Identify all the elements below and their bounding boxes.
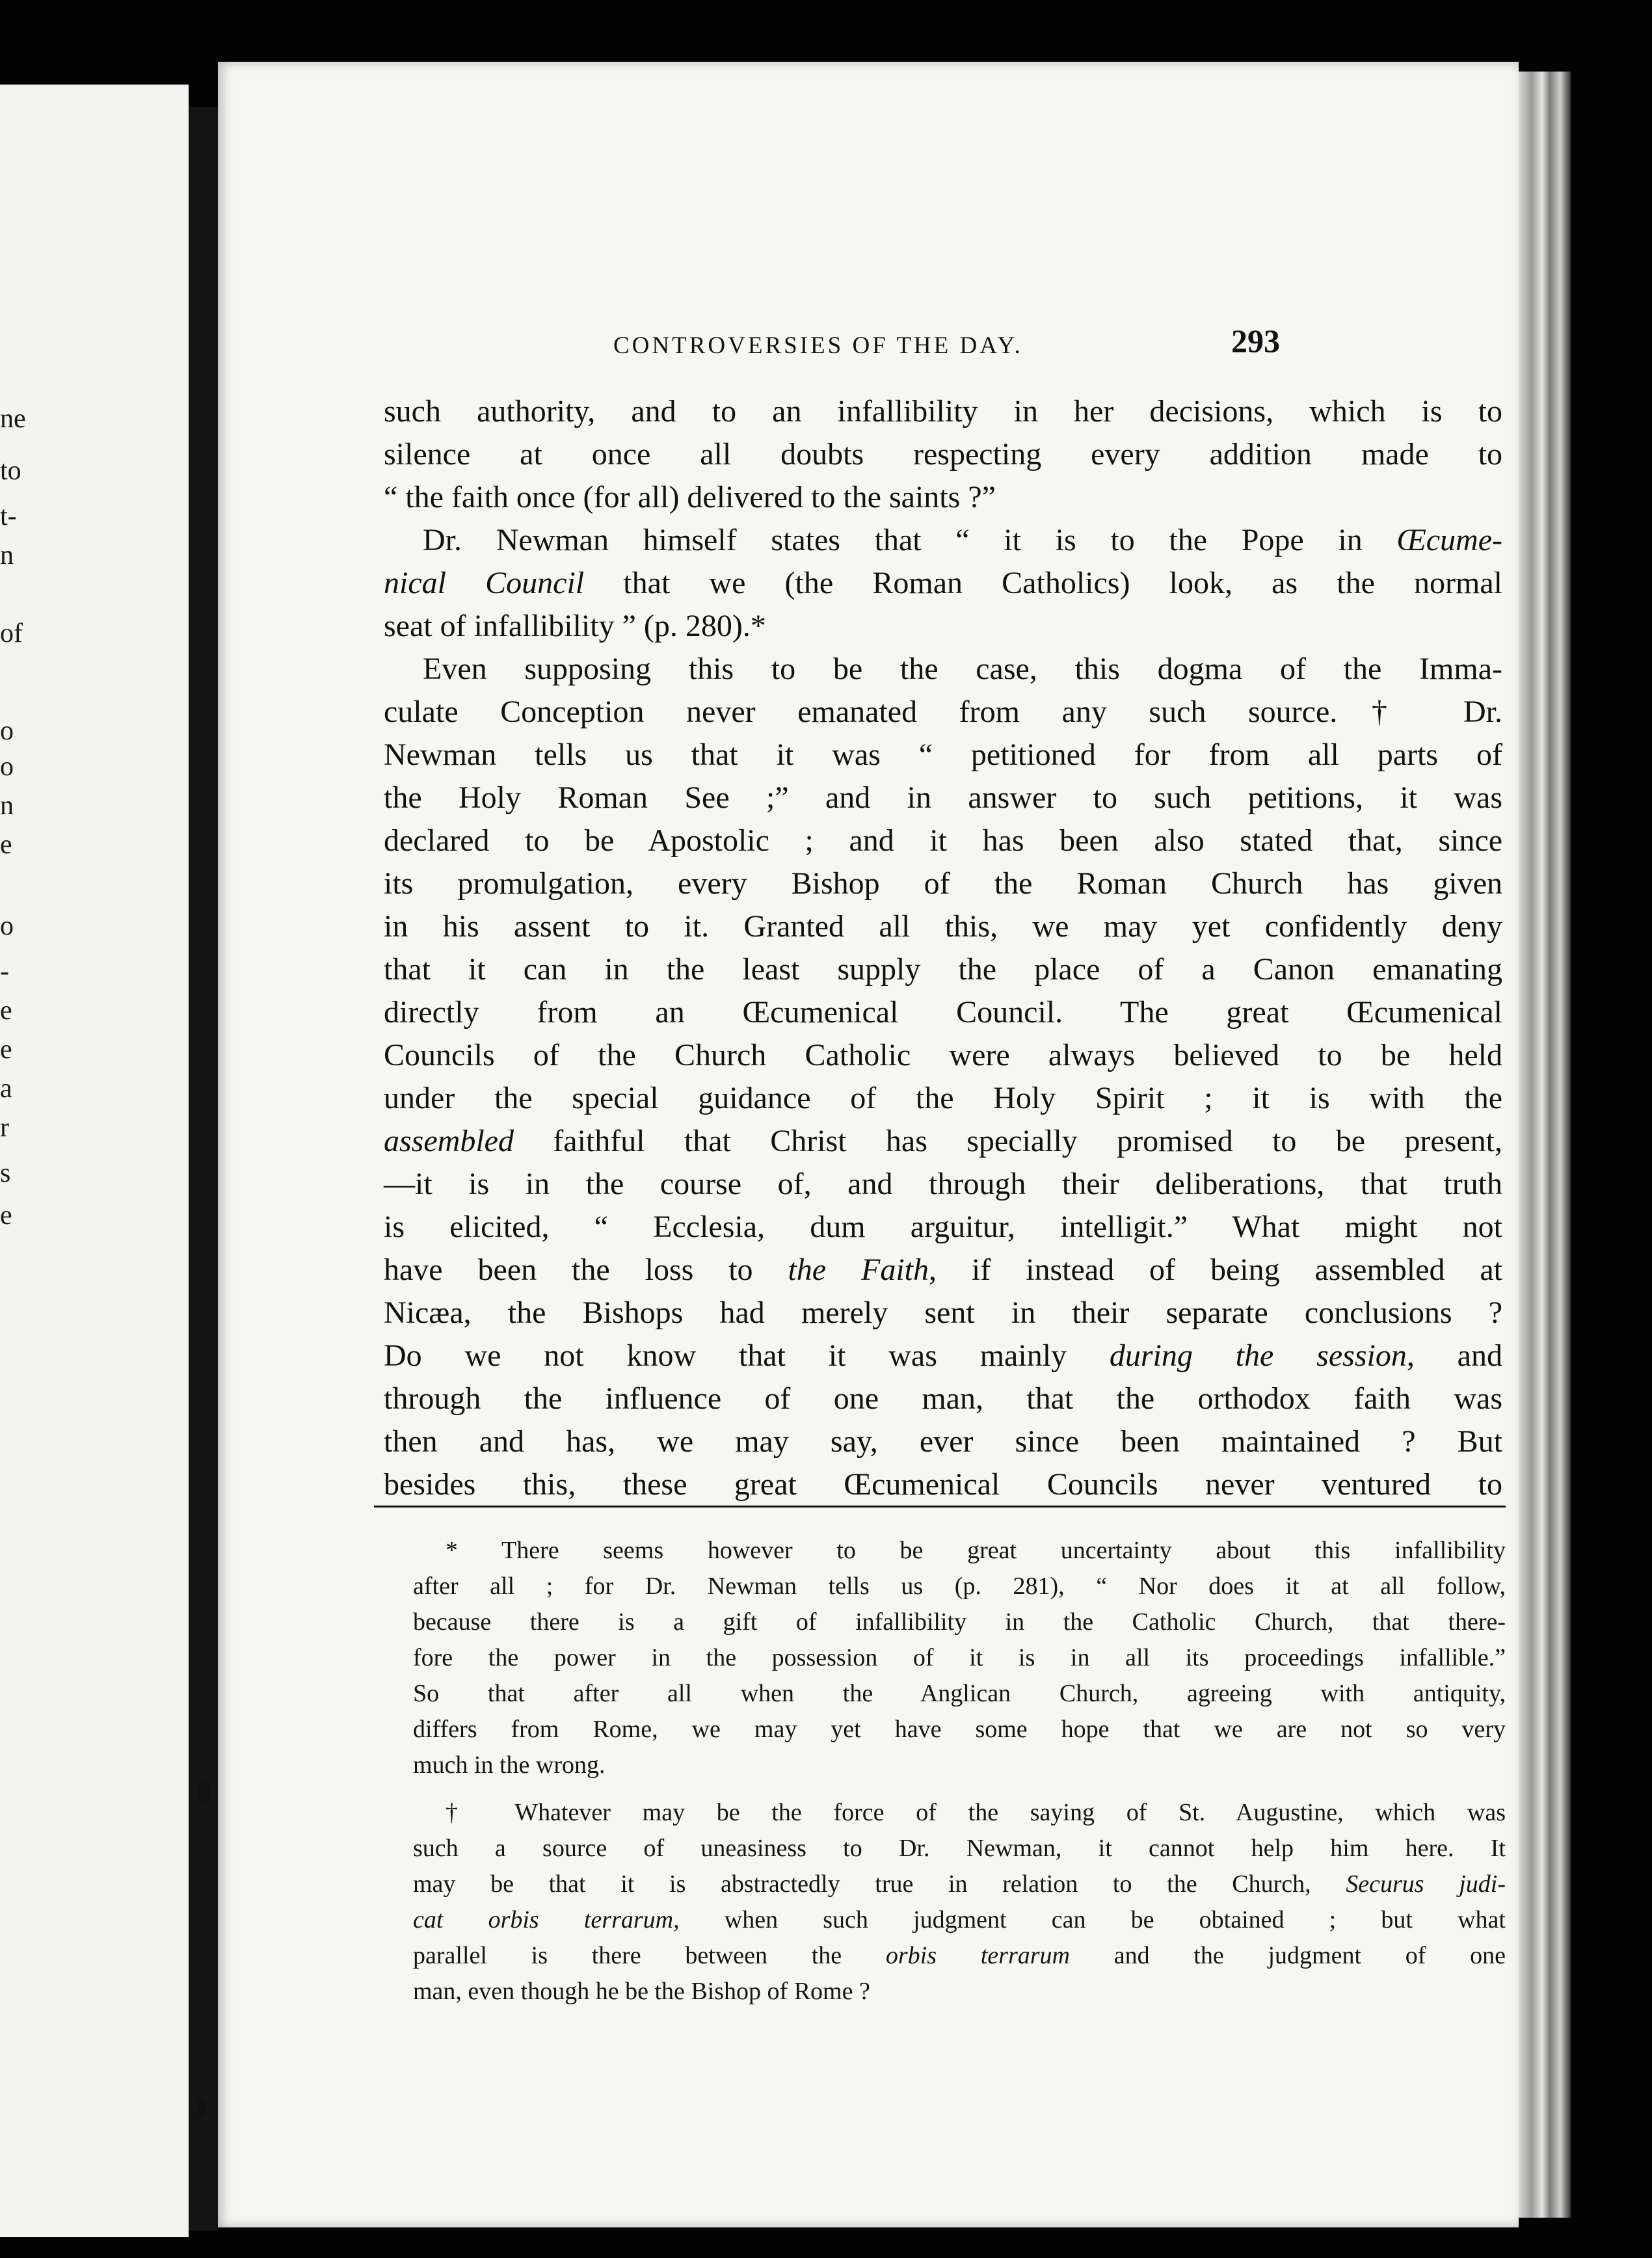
text-line: through the influence of one man, that the orthodox faith was [384, 1381, 1502, 1416]
footnote-1 [413, 1533, 1506, 1783]
margin-fragment: o [0, 716, 14, 746]
text-run: that we (the Roman Catholics) look, as the normal [584, 566, 1503, 600]
italic-text: during the session [1109, 1338, 1407, 1373]
text-line [384, 562, 1502, 605]
margin-fragment: n [0, 791, 14, 821]
text-line: in his assent to it. Granted all this, we may yet confidently deny [384, 909, 1502, 944]
text-line [384, 1249, 1502, 1292]
text-run: have been the loss to [384, 1253, 788, 1287]
text-line [413, 1902, 1506, 1938]
footnotes [413, 1533, 1506, 2010]
text-line: So that after all when the Anglican Church, agreeing with antiquity, [413, 1680, 1506, 1707]
text-line: Newman tells us that it was “ petitioned for from all parts of [384, 737, 1502, 772]
text-line: much in the wrong. [413, 1751, 606, 1779]
text-run: Do we not know that it was mainly [384, 1338, 1110, 1373]
text-line [384, 519, 1502, 562]
text-line: Councils of the Church Catholic were always believed to be held [384, 1038, 1502, 1072]
text-line: that it can in the least supply the place of a Canon emanating [384, 952, 1502, 987]
book-gutter [189, 107, 218, 2231]
text-line: declared to be Apostolic ; and it has been also stated that, since [384, 823, 1502, 858]
text-line: directly from an Œcumenical Council. The great Œcumenical [384, 995, 1502, 1029]
text-line: such authority, and to an infallibility in her decisions, which is to [384, 394, 1502, 429]
margin-fragment: a [0, 1074, 12, 1104]
text-line: besides this, these great Œcumenical Councils never ventured to [384, 1467, 1502, 1502]
text-line: —it is in the course of, and through their deliberations, that truth [384, 1167, 1502, 1201]
footnote-rule [374, 1506, 1506, 1508]
italic-text: the Faith [788, 1253, 929, 1287]
text-run: Dr. Newman himself states that “ it is to the Pope in [423, 523, 1397, 557]
text-line: differs from Rome, we may yet have some hope that we are not so very [413, 1716, 1506, 1743]
text-line: Nicæa, the Bishops had merely sent in their separate conclusions ? [384, 1295, 1502, 1330]
text-line: silence at once all doubts respecting every addition made to [384, 437, 1502, 472]
ink-blot [198, 1779, 210, 1805]
italic-text: Securus judi- [1346, 1870, 1506, 1898]
italic-text: nical Council [384, 566, 585, 600]
text-line [413, 1938, 1506, 1974]
margin-fragment: t- [0, 501, 17, 531]
footnote-2 [413, 1795, 1506, 2010]
text-line [384, 1335, 1502, 1377]
text-line: fore the power in the possession of it is in all its proceedings infallible.” [413, 1644, 1506, 1671]
margin-fragment: e [0, 1035, 12, 1065]
text-line: under the special guidance of the Holy Spirit ; it is with the [384, 1081, 1502, 1115]
margin-fragment: o [0, 911, 14, 941]
margin-fragment: - [0, 957, 9, 987]
book-page [218, 62, 1519, 2227]
text-line: because there is a gift of infallibility in the Catholic Church, that there- [413, 1608, 1506, 1636]
text-line: such a source of uneasiness to Dr. Newman, it cannot help him here. It [413, 1835, 1506, 1862]
margin-fragment: n [0, 540, 14, 570]
margin-fragment: s [0, 1158, 11, 1188]
italic-text: cat orbis terrarum [413, 1906, 674, 1933]
text-line [413, 1866, 1506, 1902]
margin-fragment: e [0, 830, 12, 860]
text-run: may be that it is abstractedly true in relation to the Church, [413, 1870, 1346, 1898]
text-line: man, even though he be the Bishop of Rome ? [413, 1978, 870, 2005]
text-line: culate Conception never emanated from any such source.† Dr. [384, 695, 1502, 729]
text-line: * There seems however to be great uncertainty about this infallibility [446, 1537, 1506, 1564]
text-line: seat of infallibility ” (p. 280).* [384, 609, 766, 643]
left-facing-page [0, 85, 189, 2237]
italic-text: assembled [384, 1124, 514, 1158]
running-title: CONTROVERSIES OF THE DAY. [613, 332, 1023, 359]
margin-fragment: r [0, 1113, 9, 1143]
text-run: faithful that Christ has specially promised to be present, [513, 1124, 1502, 1158]
text-run: , and [1406, 1338, 1502, 1373]
text-line: after all ; for Dr. Newman tells us (p. 281), “ Nor does it at all follow, [413, 1573, 1506, 1600]
ink-blot [197, 2097, 206, 2117]
italic-text: Œcume- [1396, 523, 1502, 557]
main-text-block [384, 390, 1502, 1506]
text-line: Even supposing this to be the case, this dogma of the Imma- [423, 652, 1502, 686]
margin-fragment: of [0, 618, 23, 648]
text-run: and the judgment of one [1069, 1942, 1506, 1969]
text-line: the Holy Roman See ;” and in answer to such petitions, it was [384, 780, 1502, 815]
text-line: † Whatever may be the force of the saying of St. Augustine, which was [446, 1799, 1506, 1826]
italic-text: orbis terrarum [885, 1942, 1070, 1969]
text-run: parallel is there between the [413, 1942, 886, 1969]
margin-fragment: e [0, 1201, 12, 1230]
text-line: its promulgation, every Bishop of the Roman Church has given [384, 866, 1502, 901]
page-edges [1519, 72, 1571, 2218]
margin-fragment: to [0, 456, 21, 486]
text-line: is elicited, “ Ecclesia, dum arguitur, intelligit.” What might not [384, 1210, 1502, 1244]
text-line: “ the faith once (for all) delivered to the saints ?” [384, 480, 996, 514]
page-number: 293 [1231, 323, 1280, 359]
margin-fragment: o [0, 752, 14, 782]
margin-fragment: ne [0, 404, 26, 434]
text-run: , when such judgment can be obtained ; but what [673, 1906, 1506, 1933]
margin-fragment: e [0, 996, 12, 1026]
text-line [384, 1120, 1502, 1163]
text-line: then and has, we may say, ever since been maintained ? But [384, 1424, 1502, 1459]
text-run: , if instead of being assembled at [929, 1253, 1502, 1287]
left-page-text-fragments [0, 85, 39, 2237]
running-head [218, 322, 1519, 374]
